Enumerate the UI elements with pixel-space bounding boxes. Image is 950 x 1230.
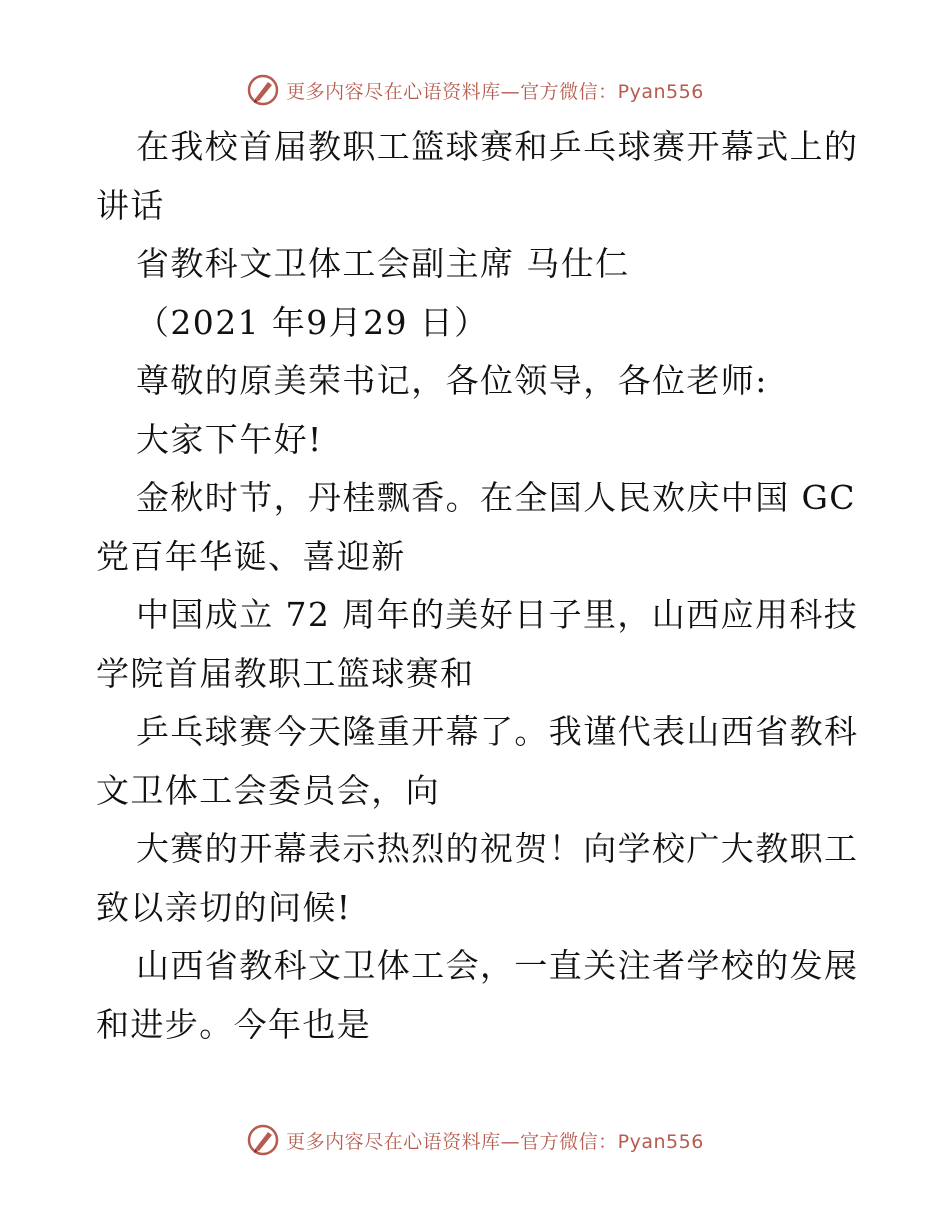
header-watermark: [0, 70, 950, 110]
paragraph-line: 中国成立 72 周年的美好日子里，山西应用科技: [136, 595, 859, 634]
paragraph-line: 金秋时节，丹桂飘香。在全国人民欢庆中国 GC: [136, 478, 856, 517]
title-line-2: 讲话: [96, 185, 165, 225]
paragraph-line: 和进步。今年也是: [96, 1004, 372, 1044]
title-line-1: 在我校首届教职工篮球赛和乒乓球赛开幕式上的: [136, 127, 859, 166]
salutation-line: 尊敬的原美荣书记，各位领导，各位老师:: [136, 361, 768, 400]
paragraph-line: 文卫体工会委员会，向: [96, 770, 440, 810]
greeting-line: 大家下午好!: [136, 419, 323, 459]
footer-watermark: [0, 1120, 950, 1160]
date-line: （2021 年9月29 日）: [136, 302, 489, 342]
watermark-text: 更多内容尽在心语资料库—官方微信：Pyan556: [286, 1130, 704, 1153]
paragraph-line: 致以亲切的问候!: [96, 887, 352, 927]
paragraph-line: 学院首届教职工篮球赛和: [96, 653, 475, 693]
document-body: [96, 118, 859, 1054]
paragraph-line: 大赛的开幕表示热烈的祝贺！向学校广大教职工: [136, 829, 859, 868]
watermark-text: 更多内容尽在心语资料库—官方微信：Pyan556: [286, 80, 704, 103]
pen-circle-logo-icon: [246, 73, 280, 107]
paragraph-line: 党百年华诞、喜迎新: [96, 536, 406, 576]
speaker-line: 省教科文卫体工会副主席 马仕仁: [136, 244, 630, 283]
pen-circle-logo-icon: [246, 1123, 280, 1157]
paragraph-line: 山西省教科文卫体工会，一直关注者学校的发展: [136, 946, 859, 985]
paragraph-line: 乒乓球赛今天隆重开幕了。我谨代表山西省教科: [136, 712, 859, 751]
